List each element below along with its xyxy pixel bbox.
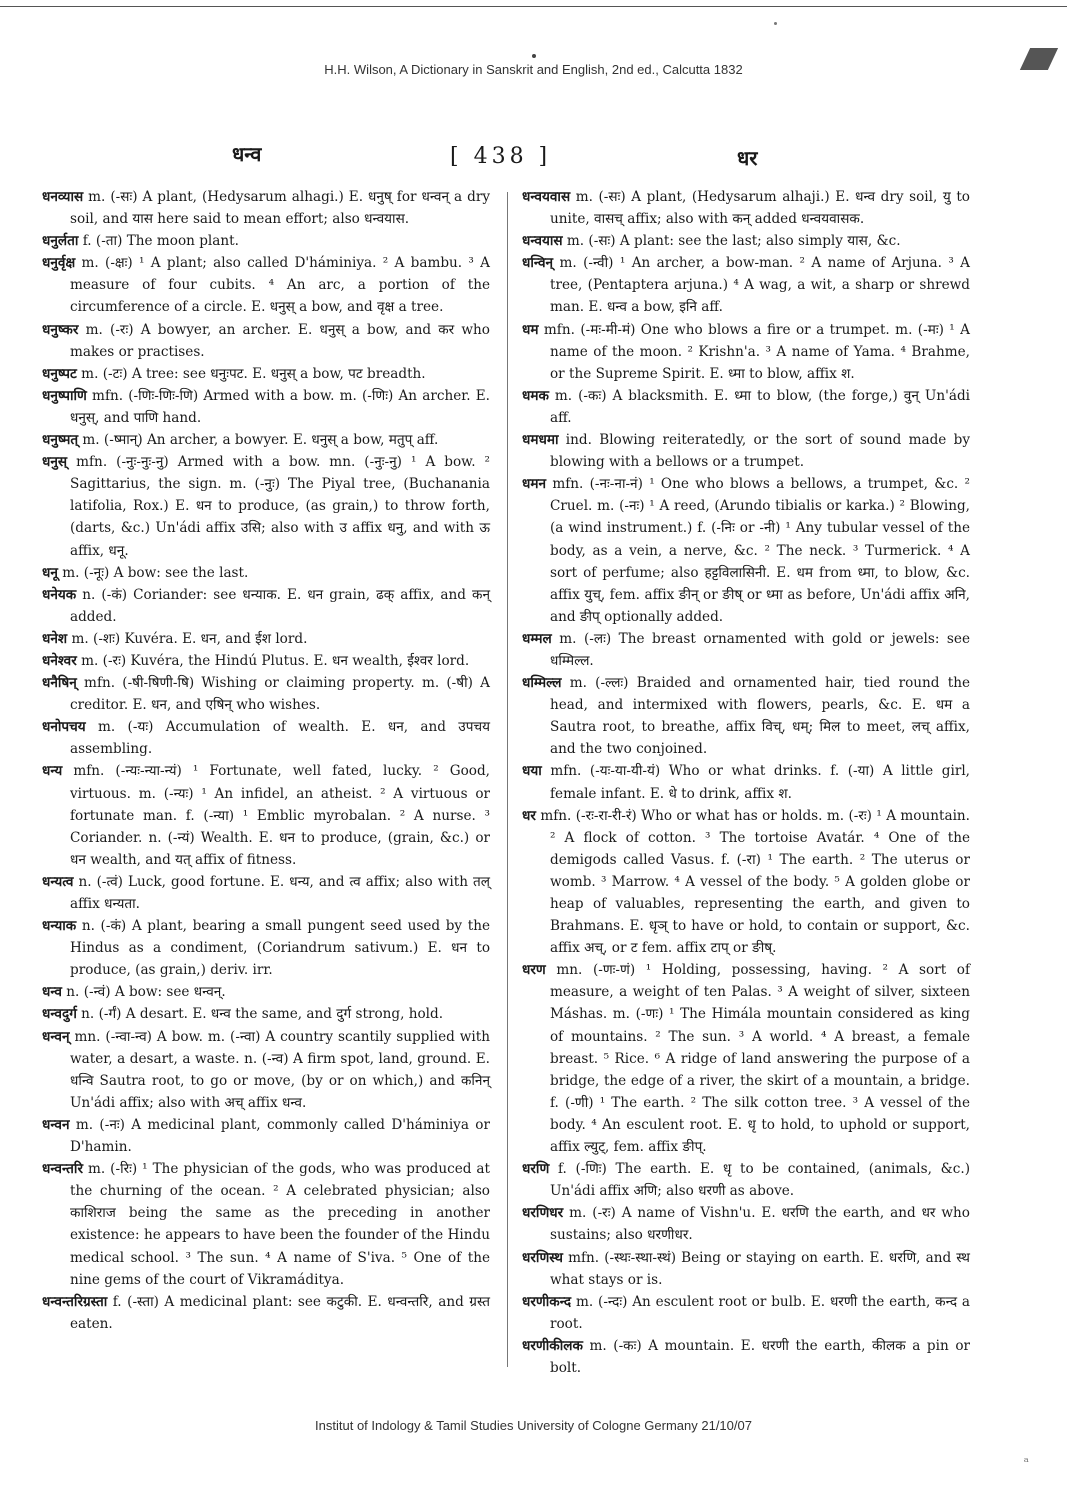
dictionary-entry bbox=[42, 562, 490, 584]
dictionary-entry bbox=[42, 385, 490, 429]
scan-top-edge bbox=[0, 6, 1067, 7]
dictionary-entry bbox=[42, 1291, 490, 1335]
entry-headword: धन्वन bbox=[42, 1116, 70, 1133]
entry-headword: धन्वन्तरि bbox=[42, 1161, 83, 1178]
entry-headword: धम bbox=[522, 321, 539, 338]
entry-headword: धन्वदुर्ग bbox=[42, 1006, 77, 1023]
entry-definition: n. (-न्वं) A bow: see धन्वन्. bbox=[61, 984, 226, 1001]
entry-definition: m. (-यः) Accumulation of wealth. E. धन, and उपचय assembling. bbox=[70, 719, 490, 758]
entry-headword: धनैषिन् bbox=[42, 675, 77, 692]
entry-headword: धम्मल bbox=[522, 630, 552, 647]
entry-definition: f. (-णिः) The earth. E. धृ to be contained, (animals, &c.) Un'ádi affix अणि; also धरणी as above. bbox=[549, 1161, 970, 1200]
dictionary-entry bbox=[42, 981, 490, 1003]
entry-headword: धमन bbox=[522, 476, 547, 493]
entry-definition: mfn. (-रः-रा-री-रं) Who or what has or holds. m. (-रः) ¹ A mountain. ² A flock of cotton. ³ The tortoise Avatár. ⁴ One of the demigods called Vasus. f. (-रा) ¹ The earth. ² The uterus or womb. ³ Marrow. ⁴ A vessel of the body. ⁵ A golden globe or heap of valuables, representing the earth, and given to Brahmans. E. धृञ् to have or hold, to contain or support, &c. affix अच्, or ट fem. affix टाप् or ङीष्. bbox=[535, 807, 970, 957]
entry-headword: धन्विन् bbox=[522, 255, 554, 272]
entry-definition: mfn. (-यः-या-यी-यं) Who or what drinks. f. (-या) A little girl, female infant. E. धे to drink, affix श. bbox=[541, 763, 970, 802]
entry-definition: mn. (-णः-णं) ¹ Holding, possessing, having. ² A sort of measure, a weight of ten Palas. ³ A weight of silver, sixteen Máshas. m. (-णः) ¹ The Himála mountain considered as king of mountains. ² The sun. ³ A world. ⁴ A breast, a female breast. ⁵ Rice. ⁶ A ridge of land answering the purpose of a bridge, the edge of a river, the skirt of a mountain, a bridge. f. (-णी) ¹ The earth. ² The silk cotton tree. ³ A vessel of the body. ⁴ An esculent root. E. धृ to hold, to uphold or support, affix ल्युट्, fem. affix ङीप्. bbox=[545, 962, 970, 1156]
entry-headword: धर bbox=[522, 807, 536, 824]
entry-headword: धनुष्पाणि bbox=[42, 387, 87, 404]
dictionary-entry bbox=[42, 186, 490, 230]
source-header: H.H. Wilson, A Dictionary in Sanskrit and English, 2nd ed., Calcutta 1832 bbox=[324, 62, 743, 77]
entry-definition: n. (-कं) Coriander: see धन्याक. E. धन grain, ढक् affix, and कन् added. bbox=[70, 586, 490, 625]
entry-definition: mfn. (-णिः-णिः-णि) Armed with a bow. m. (-णिः) An archer. E. धनुस्, and पाणि hand. bbox=[70, 387, 490, 426]
entry-definition: m. (-शः) Kuvéra. E. धन, and ईश lord. bbox=[67, 630, 308, 647]
dictionary-entry bbox=[42, 1026, 490, 1114]
entry-definition: m. (-क्षः) ¹ A plant; also called D'háminiya. ² A bambu. ³ A measure of four cubits. ⁴ An arc, a portion of the circumference of a circle. E. धनुस् a bow, and वृक्ष a tree. bbox=[70, 255, 490, 316]
entry-headword: धनेयक bbox=[42, 586, 77, 603]
entry-definition: n. (-त्वं) Luck, good fortune. E. धन्य, and त्व affix; also with तल् affix धन्यता. bbox=[70, 873, 490, 912]
entry-definition: mfn. (-नुः-नुः-नु) Armed with a bow. mn. (-नुः-नु) ¹ A bow. ² Sagittarius, the sign. m. (-नुः) The Piyal tree, (Buchanania latifolia, Rox.) E. धन to produce, (as grain,) to throw forth, (darts, &c.) Un'ádi affix उसि; also with उ affix धनु, and with ऊ affix, धनू. bbox=[67, 454, 490, 559]
dictionary-entry bbox=[522, 1158, 970, 1202]
dictionary-entry bbox=[42, 1003, 490, 1025]
entry-headword: धनव्यास bbox=[42, 189, 84, 205]
page-number: [ 438 ] bbox=[450, 144, 552, 169]
entry-definition: m. (-सः) A plant, (Hedysarum alhagi.) E. धनुष् for धन्वन् a dry soil, and यास here said to mean effort; also धन्वयास. bbox=[70, 189, 490, 228]
entry-definition: mfn. (-मः-मी-मं) One who blows a fire or a trumpet. m. (-मः) ¹ A name of the moon. ² Krishn'a. ³ A name of Yama. ⁴ Brahme, or the Supreme Spirit. E. ध्मा to blow, affix श. bbox=[538, 321, 970, 382]
entry-definition: m. (-सः) A plant, (Hedysarum alhaji.) E. धन्व dry soil, यु to unite, वासच् affix; also with कन् added धन्वयवासक. bbox=[550, 189, 970, 228]
dictionary-entry bbox=[42, 429, 490, 451]
dictionary-entry bbox=[42, 1158, 490, 1291]
scan-speck bbox=[532, 54, 536, 58]
dictionary-entry bbox=[522, 1291, 970, 1335]
scan-mark: ₐ bbox=[1023, 1450, 1029, 1466]
dictionary-entry bbox=[42, 716, 490, 760]
dictionary-entry bbox=[522, 1202, 970, 1246]
entry-headword: धरण bbox=[522, 962, 546, 979]
dictionary-entry bbox=[522, 385, 970, 429]
entry-definition: n. (-कं) A plant, bearing a small pungent seed used by the Hindus as a condiment, (Coriandrum sativum.) E. धन to produce, (as grain,) deriv. irr. bbox=[70, 918, 490, 979]
entry-headword: धनू bbox=[42, 564, 58, 581]
column-divider bbox=[507, 192, 508, 1367]
entry-definition: m. (-नूः) A bow: see the last. bbox=[57, 564, 249, 581]
entry-headword: धनुष्मत् bbox=[42, 432, 79, 449]
dictionary-entry bbox=[42, 650, 490, 672]
entry-headword: धन्यत्व bbox=[42, 873, 74, 890]
entry-headword: धम्मिल्ल bbox=[522, 675, 562, 692]
dictionary-entry bbox=[42, 672, 490, 716]
entry-headword: धनुष्कर bbox=[42, 321, 79, 338]
left-column bbox=[42, 186, 490, 1335]
entry-definition: m. (-रिः) ¹ The physician of the gods, who was produced at the churning of the ocean. ² A celebrated physician; also काशिराज being the same as the preceding in another existence: he appears to have been the founder of the Hindu medical school. ³ The sun. ⁴ A name of S'iva. ⁵ One of the nine gems of the court of Vikramáditya. bbox=[70, 1161, 490, 1288]
entry-headword: धन्वन् bbox=[42, 1028, 70, 1045]
entry-headword: धनुर्वृक्ष bbox=[42, 255, 76, 272]
entry-headword: धनोपचय bbox=[42, 719, 86, 736]
entry-definition: mn. (-न्वा-न्व) A bow. m. (-न्वा) A country scantily supplied with water, a desart, a waste. n. (-न्व) A firm spot, land, ground. E. धन्वि Sautra root, to go or move, (by or on which,) and कनिन् Un'ádi affix; also with अच् affix धन्व. bbox=[69, 1028, 490, 1111]
dictionary-entry bbox=[522, 760, 970, 804]
entry-headword: धमधमा bbox=[522, 432, 559, 449]
entry-headword: धया bbox=[522, 763, 542, 780]
entry-definition: m. (-कः) A mountain. E. धरणी the earth, कीलक a pin or bolt. bbox=[550, 1337, 970, 1376]
dictionary-entry bbox=[522, 429, 970, 473]
right-column bbox=[522, 186, 970, 1379]
entry-headword: धन्व bbox=[42, 984, 62, 1001]
entry-definition: m. (-लः) The breast ornamented with gold or jewels: see धम्मिल्ल. bbox=[550, 630, 970, 669]
entry-headword: धरणि bbox=[522, 1161, 550, 1178]
dictionary-entry bbox=[42, 628, 490, 650]
entry-definition: m. (-न्वी) ¹ An archer, a bow-man. ² A name of Arjuna. ³ A tree, (Pentaptera arjuna.) ⁴ A wag, a wit, a sharp or shrewd man. E. धन्व a bow, इनि aff. bbox=[550, 255, 970, 316]
entry-headword: धन्वन्तरिग्रस्ता bbox=[42, 1293, 108, 1310]
dictionary-entry bbox=[42, 319, 490, 363]
entry-headword: धन्याक bbox=[42, 918, 77, 935]
dictionary-entry bbox=[522, 1335, 970, 1379]
dictionary-entry bbox=[522, 473, 970, 628]
entry-definition: mfn. (-स्थः-स्था-स्थं) Being or staying on earth. E. धरणि, and स्थ what stays or is. bbox=[550, 1249, 970, 1288]
entry-definition: m. (-सः) A plant: see the last; also simply यास, &c. bbox=[562, 233, 901, 250]
dictionary-entry bbox=[522, 230, 970, 252]
entry-headword: धरणीकन्द bbox=[522, 1293, 572, 1310]
dictionary-entry bbox=[42, 363, 490, 385]
entry-headword: धनेश bbox=[42, 630, 68, 647]
entry-headword: धरणीकीलक bbox=[522, 1337, 583, 1354]
dictionary-entry bbox=[522, 186, 970, 230]
entry-definition: f. (-स्ता) A medicinal plant: see कटुकी. E. धन्वन्तरि, and ग्रस्त eaten. bbox=[70, 1293, 490, 1332]
entry-headword: धनेश्वर bbox=[42, 652, 77, 669]
entry-headword: धनुष्पट bbox=[42, 365, 77, 382]
guide-word-right: धर bbox=[737, 146, 758, 170]
entry-definition: m. (-न्दः) An esculent root or bulb. E. धरणी the earth, कन्द a root. bbox=[550, 1293, 970, 1332]
scan-speck bbox=[774, 22, 777, 25]
entry-definition: m. (-रः) A bowyer, an archer. E. धनुस् a bow, and कर who makes or practises. bbox=[70, 321, 490, 360]
entry-definition: m. (-कः) A blacksmith. E. ध्मा to blow, (the forge,) वुन् Un'ádi aff. bbox=[548, 387, 970, 426]
entry-headword: धनुस् bbox=[42, 454, 68, 471]
dictionary-entry bbox=[522, 805, 970, 960]
dictionary-entry bbox=[42, 230, 490, 252]
guide-word-left: धन्व bbox=[232, 142, 262, 166]
entry-definition: f. (-ता) The moon plant. bbox=[78, 233, 239, 250]
entry-definition: m. (-ल्लः) Braided and ornamented hair, tied round the head, and intermixed with flowers, pearls, &c. E. धम a Sautra root, to breathe, affix विच्, धम्; मिल to meet, लच् affix, and the two conjoined. bbox=[550, 675, 970, 758]
entry-headword: धन्वयास bbox=[522, 233, 563, 250]
dictionary-entry bbox=[42, 584, 490, 628]
entry-definition: m. (-नः) A medicinal plant, commonly called D'háminiya or D'hamin. bbox=[69, 1116, 490, 1156]
dictionary-entry bbox=[42, 252, 490, 318]
entry-definition: ind. Blowing reiteratedly, or the sort of sound made by blowing with a bellows or a trumpet. bbox=[550, 432, 970, 471]
dictionary-entry bbox=[522, 628, 970, 672]
dictionary-entry bbox=[522, 959, 970, 1158]
dictionary-entry bbox=[522, 1247, 970, 1291]
entry-definition: m. (-ष्मान्) An archer, a bowyer. E. धनुस् a bow, मतुप् aff. bbox=[78, 432, 439, 449]
entry-definition: m. (-रः) Kuvéra, the Hindú Plutus. E. धन wealth, ईश्वर lord. bbox=[76, 652, 470, 669]
dictionary-entry bbox=[42, 915, 490, 981]
entry-definition: mfn. (-षी-षिणी-षि) Wishing or claiming property. m. (-षी) A creditor. E. धन, and एषिन् who wishes. bbox=[70, 675, 490, 714]
dictionary-entry bbox=[42, 871, 490, 915]
dictionary-entry bbox=[522, 672, 970, 760]
dictionary-entry bbox=[42, 760, 490, 870]
entry-definition: mfn. (-नः-ना-नं) ¹ One who blows a bellows, a trumpet, &c. ² Cruel. m. (-नः) ¹ A reed, (Arundo tibialis or karka.) ² Blowing, (a wind instrument.) f. (-निः or -नी) ¹ Any tubular vessel of the body, as a vein, a nerve, &c. ² The neck. ³ Turmerick. ⁴ A sort of perfume; also हट्टविलासिनी. E. धम from ध्मा, to blow, &c. affix युच्, fem. affix ङीन् or ङीष् or ध्मा as before, Un'ádi affix अनि, and ङीप् optionally added. bbox=[546, 476, 970, 625]
entry-definition: m. (-रः) A name of Vishn'u. E. धरणि the earth, and धर who sustains; also धरणीधर. bbox=[550, 1205, 970, 1244]
entry-definition: m. (-टः) A tree: see धनुःपट. E. धनुस् a bow, पट breadth. bbox=[76, 365, 426, 382]
footer-credit: Institut of Indology & Tamil Studies University of Cologne Germany 21/10/07 bbox=[315, 1418, 752, 1433]
entry-definition: mfn. (-न्यः-न्या-न्यं) ¹ Fortunate, well fated, lucky. ² Good, virtuous. m. (-न्यः) ¹ An infidel, an atheist. ² A virtuous or fortunate man. f. (-न्या) ¹ Emblic myrobalan. ² A nurse. ³ Coriander. n. (-न्यं) Wealth. E. धन to produce, (grain, &c.) or धन wealth, and यत् affix of fitness. bbox=[62, 763, 490, 868]
dictionary-entry bbox=[522, 319, 970, 385]
entry-headword: धमक bbox=[522, 387, 549, 404]
entry-headword: धरणिधर bbox=[522, 1205, 564, 1222]
entry-headword: धरणिस्थ bbox=[522, 1249, 563, 1266]
entry-headword: धन्य bbox=[42, 763, 63, 780]
dictionary-entry bbox=[522, 252, 970, 318]
dictionary-entry bbox=[42, 1114, 490, 1158]
entry-headword: धनुर्लता bbox=[42, 233, 79, 250]
entry-headword: धन्वयवास bbox=[522, 189, 571, 205]
dictionary-entry bbox=[42, 451, 490, 561]
entry-definition: n. (-र्गं) A desart. E. धन्व the same, and दुर्ग strong, hold. bbox=[76, 1006, 444, 1023]
